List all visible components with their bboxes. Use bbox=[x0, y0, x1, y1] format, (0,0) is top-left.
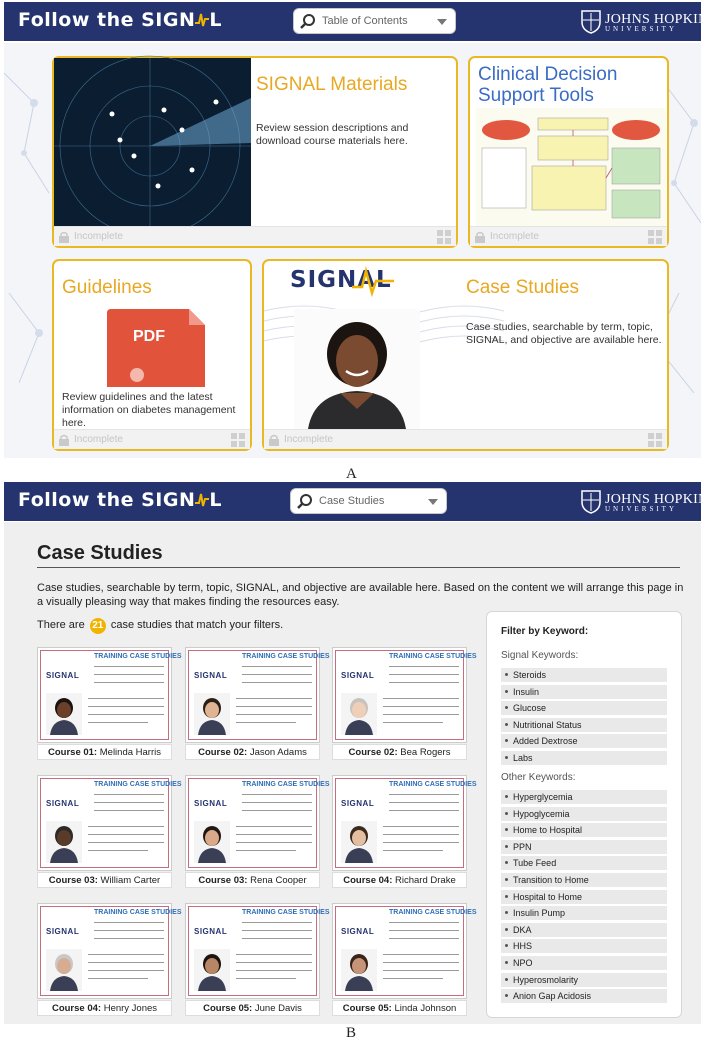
text-line bbox=[383, 850, 443, 851]
text-line bbox=[236, 706, 312, 707]
text-line bbox=[383, 834, 459, 835]
patient-name: Jason Adams bbox=[249, 747, 307, 758]
patient-photo bbox=[194, 821, 230, 863]
case-studies-tile[interactable] bbox=[262, 259, 669, 451]
keyword-filter-item[interactable]: Hyperosmolarity bbox=[501, 973, 667, 987]
case-study-thumbnail[interactable] bbox=[185, 903, 330, 999]
lock-icon bbox=[475, 231, 485, 243]
training-case-studies-heading: TRAINING CASE STUDIES bbox=[94, 781, 182, 788]
text-line bbox=[236, 722, 296, 723]
text-line bbox=[236, 850, 296, 851]
patient-name: June Davis bbox=[254, 1003, 302, 1014]
header-bar-a bbox=[4, 2, 717, 41]
course-number: Course 04: bbox=[343, 875, 393, 886]
patient-photo bbox=[341, 693, 377, 735]
case-study-thumbnail[interactable] bbox=[37, 775, 182, 871]
signal-brand-text: SIGNAL bbox=[290, 267, 392, 293]
page-intro: Case studies, searchable by term, topic, SIGNAL, and objective are available here. Based on the content we will arrange this page in a visually pleasing way that makes finding the resources easy. bbox=[37, 582, 684, 608]
case-studies-title: Case Studies bbox=[466, 277, 580, 298]
signal-mini-logo: SIGNAL bbox=[194, 799, 228, 808]
training-case-studies-heading: TRAINING CASE STUDIES bbox=[242, 909, 330, 916]
clinical-decision-support-tile[interactable] bbox=[468, 56, 669, 248]
text-line bbox=[242, 802, 312, 803]
text-line bbox=[236, 834, 312, 835]
text-line bbox=[389, 802, 459, 803]
keyword-filter-item[interactable]: HHS bbox=[501, 939, 667, 953]
other-keywords-heading: Other Keywords: bbox=[501, 772, 576, 783]
text-line bbox=[88, 962, 164, 963]
text-line bbox=[383, 714, 459, 715]
keyword-filter-item[interactable]: Home to Hospital bbox=[501, 823, 667, 837]
course-number: Course 01: bbox=[48, 747, 98, 758]
keyword-filter-item[interactable]: PPN bbox=[501, 840, 667, 854]
keyword-filter-item[interactable]: Hypoglycemia bbox=[501, 807, 667, 821]
course-number: Course 02: bbox=[198, 747, 248, 758]
case-study-label[interactable] bbox=[37, 1000, 172, 1016]
text-line bbox=[383, 954, 459, 955]
tile-footer bbox=[264, 429, 667, 449]
text-line bbox=[389, 682, 459, 683]
search-icon bbox=[300, 13, 316, 29]
university-name: JOHNS HOPKINS bbox=[605, 492, 717, 507]
grid-icon[interactable] bbox=[648, 230, 662, 244]
signal-mini-logo: SIGNAL bbox=[341, 927, 375, 936]
case-study-thumbnail[interactable] bbox=[332, 903, 477, 999]
case-studies-desc: Case studies, searchable by term, topic, SIGNAL, and objective are available here. bbox=[466, 321, 662, 346]
follow-the-signal-logo[interactable] bbox=[18, 9, 222, 31]
jhu-shield-icon bbox=[581, 10, 601, 34]
title-line-2: Support Tools bbox=[478, 85, 594, 106]
keyword-filter-item[interactable]: Anion Gap Acidosis bbox=[501, 989, 667, 1003]
text-line bbox=[383, 842, 459, 843]
case-study-label[interactable] bbox=[37, 872, 172, 888]
patient-name: Melinda Harris bbox=[99, 747, 161, 758]
text-line bbox=[88, 970, 164, 971]
case-study-label[interactable] bbox=[185, 744, 320, 760]
grid-icon[interactable] bbox=[231, 433, 245, 447]
chevron-down-icon bbox=[437, 19, 447, 25]
text-line bbox=[236, 954, 312, 955]
university-sub: UNIVERSITY bbox=[605, 505, 677, 513]
text-line bbox=[236, 826, 312, 827]
patient-photo bbox=[46, 949, 82, 991]
text-line bbox=[389, 930, 459, 931]
course-number: Course 02: bbox=[348, 747, 398, 758]
jhu-logo bbox=[581, 490, 717, 514]
patient-name: Linda Johnson bbox=[394, 1003, 457, 1014]
chevron-down-icon bbox=[428, 499, 438, 505]
case-study-label[interactable] bbox=[332, 872, 467, 888]
signal-mini-logo: SIGNAL bbox=[46, 799, 80, 808]
training-case-studies-heading: TRAINING CASE STUDIES bbox=[242, 653, 330, 660]
title-line-1: Clinical Decision bbox=[478, 64, 618, 85]
text-line bbox=[389, 666, 459, 667]
count-prefix: There are bbox=[37, 619, 85, 631]
title-divider bbox=[37, 567, 680, 568]
logo-text-start: Follow the SIGN bbox=[18, 489, 196, 511]
patient-portrait bbox=[294, 309, 420, 429]
text-line bbox=[236, 962, 312, 963]
course-number: Course 03: bbox=[198, 875, 248, 886]
case-study-thumbnail[interactable] bbox=[185, 775, 330, 871]
keyword-filter-item[interactable]: Hyperglycemia bbox=[501, 790, 667, 804]
page-title: Case Studies bbox=[37, 542, 163, 564]
signal-mini-logo: SIGNAL bbox=[194, 671, 228, 680]
table-of-contents-panel bbox=[4, 43, 701, 458]
patient-photo bbox=[194, 693, 230, 735]
training-case-studies-heading: TRAINING CASE STUDIES bbox=[242, 781, 330, 788]
signal-materials-desc: Review session descriptions and download course materials here. bbox=[256, 122, 409, 147]
text-line bbox=[88, 722, 148, 723]
course-number: Course 04: bbox=[51, 1003, 102, 1014]
text-line bbox=[242, 794, 312, 795]
select-value: Case Studies bbox=[319, 495, 385, 507]
jhu-shield-icon bbox=[581, 490, 601, 514]
text-line bbox=[389, 794, 459, 795]
follow-the-signal-logo[interactable] bbox=[18, 489, 222, 511]
count-suffix: case studies that match your filters. bbox=[110, 619, 284, 631]
text-line bbox=[236, 970, 312, 971]
text-line bbox=[88, 706, 164, 707]
text-line bbox=[383, 978, 443, 979]
signal-mini-logo: SIGNAL bbox=[46, 927, 80, 936]
tile-footer bbox=[470, 226, 667, 246]
lock-icon bbox=[59, 231, 69, 243]
case-study-thumbnail[interactable] bbox=[37, 647, 182, 743]
text-line bbox=[389, 938, 459, 939]
text-line bbox=[88, 842, 164, 843]
keyword-filter-item[interactable]: Insulin Pump bbox=[501, 906, 667, 920]
text-line bbox=[242, 810, 312, 811]
text-line bbox=[242, 682, 312, 683]
flowchart-image bbox=[476, 108, 666, 226]
signal-mini-logo: SIGNAL bbox=[341, 671, 375, 680]
patient-name: William Carter bbox=[100, 875, 161, 886]
text-line bbox=[389, 810, 459, 811]
status-label: Incomplete bbox=[74, 231, 123, 242]
signal-materials-tile[interactable] bbox=[52, 56, 458, 248]
training-case-studies-heading: TRAINING CASE STUDIES bbox=[94, 909, 182, 916]
training-case-studies-heading: TRAINING CASE STUDIES bbox=[94, 653, 182, 660]
grid-icon[interactable] bbox=[648, 433, 662, 447]
course-number: Course 05: bbox=[203, 1003, 253, 1014]
select-value: Table of Contents bbox=[322, 15, 408, 27]
lock-icon bbox=[269, 434, 279, 446]
keyword-filter-item[interactable]: DKA bbox=[501, 923, 667, 937]
university-name: JOHNS HOPKINS bbox=[605, 12, 717, 27]
guidelines-tile[interactable] bbox=[52, 259, 252, 451]
text-line bbox=[94, 666, 164, 667]
text-line bbox=[383, 722, 443, 723]
text-line bbox=[94, 674, 164, 675]
pdf-icon bbox=[107, 309, 205, 387]
course-number: Course 05: bbox=[342, 1003, 392, 1014]
patient-name: Richard Drake bbox=[395, 875, 456, 886]
case-studies-page bbox=[4, 522, 701, 1024]
course-number: Course 03: bbox=[48, 875, 98, 886]
text-line bbox=[236, 978, 296, 979]
radar-image bbox=[54, 58, 251, 227]
text-line bbox=[242, 674, 312, 675]
text-line bbox=[383, 826, 459, 827]
case-study-label[interactable] bbox=[37, 744, 172, 760]
text-line bbox=[242, 938, 312, 939]
caption-a: A bbox=[346, 466, 357, 482]
patient-name: Bea Rogers bbox=[400, 747, 451, 758]
keyword-filter-item[interactable]: NPO bbox=[501, 956, 667, 970]
lock-icon bbox=[59, 434, 69, 446]
filter-heading: Filter by Keyword: bbox=[501, 626, 589, 637]
count-badge: 21 bbox=[90, 618, 106, 634]
case-study-thumbnail[interactable] bbox=[332, 775, 477, 871]
keyword-filter-item[interactable]: Insulin bbox=[501, 685, 667, 699]
logo-text-end: L bbox=[209, 9, 222, 31]
signal-mini-logo: SIGNAL bbox=[341, 799, 375, 808]
patient-photo bbox=[46, 693, 82, 735]
text-line bbox=[236, 842, 312, 843]
text-line bbox=[94, 682, 164, 683]
text-line bbox=[94, 794, 164, 795]
keyword-filter-item[interactable]: Added Dextrose bbox=[501, 734, 667, 748]
patient-photo bbox=[194, 949, 230, 991]
patient-photo bbox=[46, 821, 82, 863]
status-label: Incomplete bbox=[490, 231, 539, 242]
pulse-a-icon bbox=[195, 10, 209, 28]
pdf-icon-label: PDF bbox=[133, 328, 165, 345]
patient-photo bbox=[341, 821, 377, 863]
text-line bbox=[236, 714, 312, 715]
text-line bbox=[94, 810, 164, 811]
status-label: Incomplete bbox=[284, 434, 333, 445]
text-line bbox=[242, 930, 312, 931]
text-line bbox=[88, 698, 164, 699]
keyword-filter-panel bbox=[486, 611, 682, 1018]
signal-keywords-heading: Signal Keywords: bbox=[501, 650, 579, 661]
text-line bbox=[383, 706, 459, 707]
case-study-thumbnail[interactable] bbox=[37, 903, 182, 999]
training-case-studies-heading: TRAINING CASE STUDIES bbox=[389, 653, 477, 660]
header-bar-b bbox=[4, 482, 717, 521]
clinical-decision-title bbox=[478, 64, 617, 106]
text-line bbox=[383, 970, 459, 971]
patient-name: Henry Jones bbox=[103, 1003, 158, 1014]
text-line bbox=[242, 922, 312, 923]
logo-text-end: L bbox=[209, 489, 222, 511]
text-line bbox=[88, 834, 164, 835]
table-of-contents-select[interactable] bbox=[293, 8, 456, 34]
case-study-label[interactable] bbox=[332, 744, 467, 760]
tile-footer bbox=[54, 429, 250, 449]
case-study-thumbnail[interactable] bbox=[332, 647, 477, 743]
case-studies-select[interactable] bbox=[290, 488, 447, 514]
case-study-label[interactable] bbox=[185, 1000, 320, 1016]
keyword-filter-item[interactable]: Nutritional Status bbox=[501, 718, 667, 732]
search-icon bbox=[297, 493, 313, 509]
jhu-logo bbox=[581, 10, 717, 34]
text-line bbox=[88, 978, 148, 979]
keyword-filter-item[interactable]: Labs bbox=[501, 751, 667, 765]
case-study-label[interactable] bbox=[185, 872, 320, 888]
status-label: Incomplete bbox=[74, 434, 123, 445]
signal-brand-logo bbox=[290, 261, 430, 299]
text-line bbox=[94, 938, 164, 939]
training-case-studies-heading: TRAINING CASE STUDIES bbox=[389, 781, 477, 788]
signal-mini-logo: SIGNAL bbox=[46, 671, 80, 680]
caption-b: B bbox=[346, 1025, 357, 1041]
text-line bbox=[242, 666, 312, 667]
grid-icon[interactable] bbox=[437, 230, 451, 244]
patient-name: Rena Cooper bbox=[250, 875, 307, 886]
text-line bbox=[94, 922, 164, 923]
text-line bbox=[88, 954, 164, 955]
tile-footer bbox=[54, 226, 456, 246]
logo-text-start: Follow the SIGN bbox=[18, 9, 196, 31]
text-line bbox=[94, 802, 164, 803]
case-study-label[interactable] bbox=[332, 1000, 467, 1016]
results-count bbox=[37, 618, 283, 634]
keyword-filter-item[interactable]: Steroids bbox=[501, 668, 667, 682]
text-line bbox=[88, 826, 164, 827]
text-line bbox=[383, 698, 459, 699]
patient-photo bbox=[341, 949, 377, 991]
signal-mini-logo: SIGNAL bbox=[194, 927, 228, 936]
keyword-filter-item[interactable]: Transition to Home bbox=[501, 873, 667, 887]
text-line bbox=[236, 698, 312, 699]
case-study-thumbnail[interactable] bbox=[185, 647, 330, 743]
text-line bbox=[389, 922, 459, 923]
guidelines-desc: Review guidelines and the latest information on diabetes management here. bbox=[54, 388, 250, 433]
guidelines-title: Guidelines bbox=[62, 277, 152, 298]
text-line bbox=[94, 930, 164, 931]
keyword-filter-item[interactable]: Glucose bbox=[501, 701, 667, 715]
text-line bbox=[389, 674, 459, 675]
keyword-filter-item[interactable]: Hospital to Home bbox=[501, 890, 667, 904]
university-sub: UNIVERSITY bbox=[605, 25, 677, 33]
text-line bbox=[88, 850, 148, 851]
training-case-studies-heading: TRAINING CASE STUDIES bbox=[389, 909, 477, 916]
keyword-filter-item[interactable]: Tube Feed bbox=[501, 856, 667, 870]
text-line bbox=[383, 962, 459, 963]
text-line bbox=[88, 714, 164, 715]
pulse-b-icon bbox=[195, 490, 209, 508]
signal-materials-title: SIGNAL Materials bbox=[256, 74, 408, 95]
